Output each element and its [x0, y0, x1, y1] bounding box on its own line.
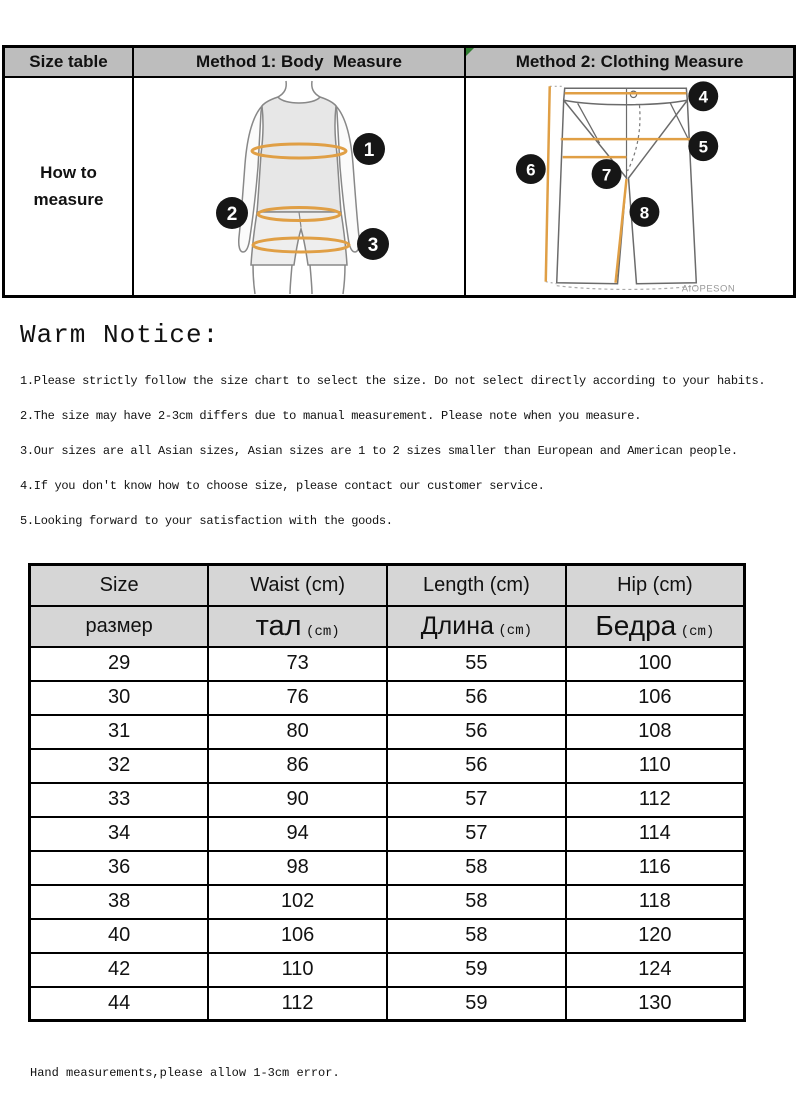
size-cell: 34: [30, 817, 209, 851]
method1-label: Method 1: Body Measure: [196, 52, 402, 71]
size-cell: 94: [208, 817, 387, 851]
measure-point-badge-8: [630, 197, 660, 227]
table-row: [30, 851, 745, 885]
table-row: [30, 681, 745, 715]
table-row: [30, 919, 745, 953]
size-cell: 110: [566, 749, 745, 783]
size-cell: 58: [387, 885, 566, 919]
size-chart-table: [28, 563, 746, 1022]
size-cell: 55: [387, 647, 566, 681]
col-header-hip-ru: Бедра (cm): [566, 606, 745, 647]
shorts-waistband: [564, 88, 688, 104]
size-cell: 58: [387, 919, 566, 953]
size-cell: 31: [30, 715, 209, 749]
table-row: [30, 817, 745, 851]
notice-item: 4.If you don't know how to choose size, please contact our customer service.: [20, 479, 545, 493]
svg-text:7: 7: [601, 165, 612, 185]
size-cell: 118: [566, 885, 745, 919]
table-row: [30, 749, 745, 783]
measure-point-badge-1: [353, 133, 385, 165]
size-cell: 59: [387, 953, 566, 987]
footer-note: Hand measurements,please allow 1-3cm error.: [30, 1066, 340, 1080]
how-to-line1: How to: [40, 163, 97, 183]
method1-header-cell: [134, 48, 466, 78]
size-cell: 108: [566, 715, 745, 749]
warm-notice-section: [20, 320, 798, 549]
table-row: [30, 647, 745, 681]
svg-text:3: 3: [367, 235, 379, 256]
col-header-length-ru: Длина (cm): [387, 606, 566, 647]
col-header-waist-ru: тал (cm): [208, 606, 387, 647]
shorts-right-leg: [629, 100, 697, 283]
size-cell: 106: [208, 919, 387, 953]
size-cell: 106: [566, 681, 745, 715]
svg-text:4: 4: [698, 87, 708, 107]
measure-point-badge-6: [516, 154, 546, 184]
size-cell: 112: [208, 987, 387, 1021]
size-table-label: Size table: [29, 52, 108, 71]
cell-comment-triangle-icon: [466, 48, 474, 56]
warm-notice-list: [20, 374, 798, 528]
body-torso: [257, 97, 341, 212]
size-cell: 114: [566, 817, 745, 851]
measure-point-badge-5: [688, 131, 718, 161]
size-cell: 130: [566, 987, 745, 1021]
size-cell: 58: [387, 851, 566, 885]
svg-text:5: 5: [698, 137, 708, 157]
size-chart-head: [30, 565, 745, 647]
size-cell: 57: [387, 783, 566, 817]
table-row: [30, 715, 745, 749]
size-cell: 112: [566, 783, 745, 817]
measure-point-badge-3: [357, 228, 389, 260]
notice-item: 1.Please strictly follow the size chart to select the size. Do not select directly according to your habits.: [20, 374, 766, 388]
size-cell: 36: [30, 851, 209, 885]
body-legs: [253, 265, 345, 294]
table-row: [30, 885, 745, 919]
size-cell: 98: [208, 851, 387, 885]
col-header-size: Size: [30, 565, 209, 606]
table-row: [30, 953, 745, 987]
header-row-en: [30, 565, 745, 606]
size-cell: 100: [566, 647, 745, 681]
size-cell: 110: [208, 953, 387, 987]
size-cell: 40: [30, 919, 209, 953]
hem-dashed-line: [557, 286, 697, 290]
table-row: [30, 783, 745, 817]
clothing-measure-cell: [466, 78, 793, 295]
col-header-length: Length (cm): [387, 565, 566, 606]
size-cell: 90: [208, 783, 387, 817]
size-cell: 59: [387, 987, 566, 1021]
size-cell: 30: [30, 681, 209, 715]
svg-text:1: 1: [363, 140, 375, 161]
size-cell: 73: [208, 647, 387, 681]
size-cell: 44: [30, 987, 209, 1021]
how-to-measure-cell: [5, 78, 134, 295]
how-to-line2: measure: [33, 189, 104, 209]
notice-item: 5.Looking forward to your satisfaction with the goods.: [20, 514, 393, 528]
size-cell: 120: [566, 919, 745, 953]
size-cell: 33: [30, 783, 209, 817]
svg-text:2: 2: [226, 204, 238, 225]
length-line-6: [546, 86, 550, 281]
brand-label: AIOPESON: [681, 283, 736, 295]
size-cell: 86: [208, 749, 387, 783]
method2-header-cell: [466, 48, 793, 78]
notice-item: 3.Our sizes are all Asian sizes, Asian sizes are 1 to 2 sizes smaller than European and American people.: [20, 444, 738, 458]
notice-item: 2.The size may have 2-3cm differs due to manual measurement. Please note when you measure.: [20, 409, 642, 423]
size-cell: 42: [30, 953, 209, 987]
size-cell: 57: [387, 817, 566, 851]
header-row-ru: [30, 606, 745, 647]
size-cell: 29: [30, 647, 209, 681]
table-row: [30, 987, 745, 1021]
size-cell: 56: [387, 749, 566, 783]
svg-text:8: 8: [639, 203, 650, 223]
size-table-body: [30, 647, 745, 1021]
size-table-header-cell: [5, 48, 134, 78]
svg-text:6: 6: [526, 160, 536, 180]
measure-point-badge-7: [592, 159, 622, 189]
size-cell: 38: [30, 885, 209, 919]
size-cell: 116: [566, 851, 745, 885]
measure-method-table: [2, 45, 796, 298]
clothing-measure-diagram: [466, 78, 793, 295]
measure-point-badge-4: [688, 81, 718, 111]
col-header-size-ru: размер: [30, 606, 209, 647]
body-neck: [278, 81, 320, 97]
measure-point-badge-2: [216, 197, 248, 229]
size-cell: 32: [30, 749, 209, 783]
size-cell: 124: [566, 953, 745, 987]
body-measure-cell: [134, 78, 466, 295]
col-header-waist: Waist (cm): [208, 565, 387, 606]
size-cell: 76: [208, 681, 387, 715]
size-cell: 56: [387, 715, 566, 749]
size-cell: 80: [208, 715, 387, 749]
size-cell: 102: [208, 885, 387, 919]
body-measure-diagram: [134, 78, 464, 295]
method2-label: Method 2: Clothing Measure: [515, 52, 744, 71]
col-header-hip: Hip (cm): [566, 565, 745, 606]
warm-notice-title: Warm Notice:: [20, 320, 220, 350]
size-cell: 56: [387, 681, 566, 715]
